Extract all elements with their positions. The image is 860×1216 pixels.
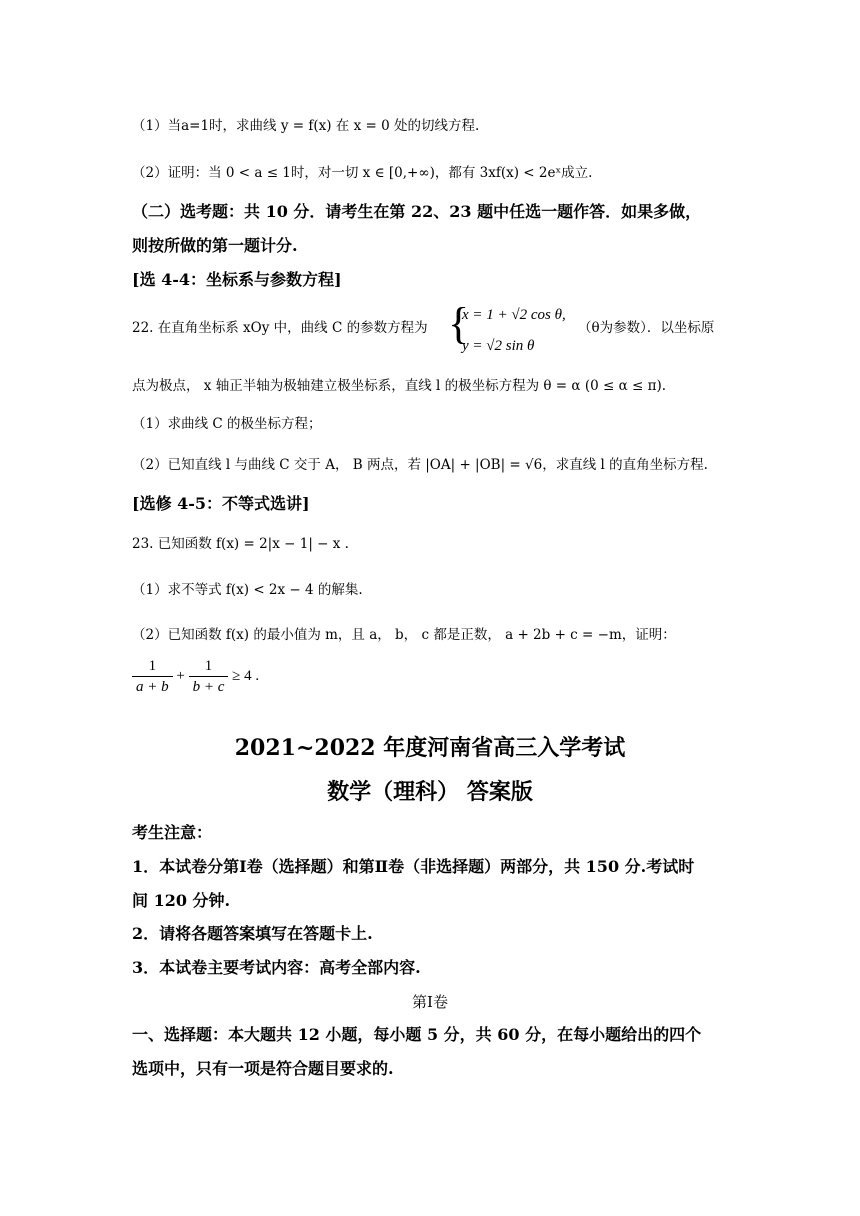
notice-item-3: 3．本试卷主要考试内容：高考全部内容. (132, 958, 421, 977)
fraction-2 (189, 656, 229, 697)
notice-item-1-cont: 间 120 分钟. (132, 891, 231, 910)
part1-instructions-cont: 选项中，只有一项是符合题目要求的. (132, 1059, 394, 1078)
q21-part1: （1）当a=1时，求曲线 y = f(x) 在 x = 0 处的切线方程. (132, 118, 480, 134)
q23-inequality (132, 656, 259, 697)
fraction-1-numerator: 1 (132, 656, 173, 677)
q23-statement: 23. 已知函数 f(x) = 2|x − 1| − x . (132, 536, 349, 552)
fraction-2-numerator: 1 (189, 656, 229, 677)
inequality-rest: ≥ 4 . (232, 667, 260, 684)
q21-part2: （2）证明：当 0 < a ≤ 1时，对一切 x ∈ [0,+∞)，都有 3xf(x) < 2eˣ成立. (132, 165, 593, 181)
fraction-1-denominator: a + b (136, 679, 169, 695)
q22-eq1: x = 1 + √2 cos θ, (462, 307, 566, 323)
notice-item-1: 1．本试卷分第Ⅰ卷（选择题）和第Ⅱ卷（非选择题）两部分，共 150 分.考试时 (132, 857, 695, 876)
fraction-1 (132, 656, 173, 697)
q23-part2: （2）已知函数 f(x) 的最小值为 m，且 a， b， c 都是正数， a + 2b + c = −m，证明： (132, 627, 676, 643)
section2-heading: （二）选考题：共 10 分．请考生在第 22、23 题中任选一题作答．如果多做， (132, 202, 702, 221)
elective-4-4-heading: [选 4-4：坐标系与参数方程] (132, 270, 342, 289)
exam-title: 2021~2022 年度河南省高三入学考试 (234, 735, 626, 761)
notice-item-2: 2．请将各题答案填写在答题卡上. (132, 924, 373, 943)
volume-1-heading: 第Ⅰ卷 (412, 993, 448, 1011)
q22-lead: 22. 在直角坐标系 xOy 中，曲线 C 的参数方程为 (132, 320, 428, 336)
q22-tail: （θ为参数）．以坐标原 (578, 320, 715, 336)
part1-instructions: 一、选择题：本大题共 12 小题，每小题 5 分，共 60 分，在每小题给出的四个 (132, 1025, 702, 1044)
brace-icon: { (448, 299, 470, 348)
fraction-2-denominator: b + c (192, 679, 225, 695)
notice-heading: 考生注意： (132, 823, 213, 842)
exam-subtitle: 数学（理科） 答案版 (327, 779, 533, 805)
q22-continued: 点为极点， x 轴正半轴为极轴建立极坐标系，直线 l 的极坐标方程为 θ = α (0 ≤ α ≤ π). (132, 378, 667, 394)
q23-part1: （1）求不等式 f(x) < 2x − 4 的解集. (132, 582, 363, 598)
q22-eq2: y = √2 sin θ (462, 338, 535, 354)
section2-heading-cont: 则按所做的第一题计分. (132, 236, 298, 255)
elective-4-5-heading: [选修 4-5：不等式选讲] (132, 494, 310, 513)
plus-sign: + (176, 667, 185, 684)
q22-part1: （1）求曲线 C 的极坐标方程； (132, 416, 322, 432)
q22-part2: （2）已知直线 l 与曲线 C 交于 A， B 两点，若 |OA| + |OB| = √6，求直线 l 的直角坐标方程. (132, 457, 708, 473)
